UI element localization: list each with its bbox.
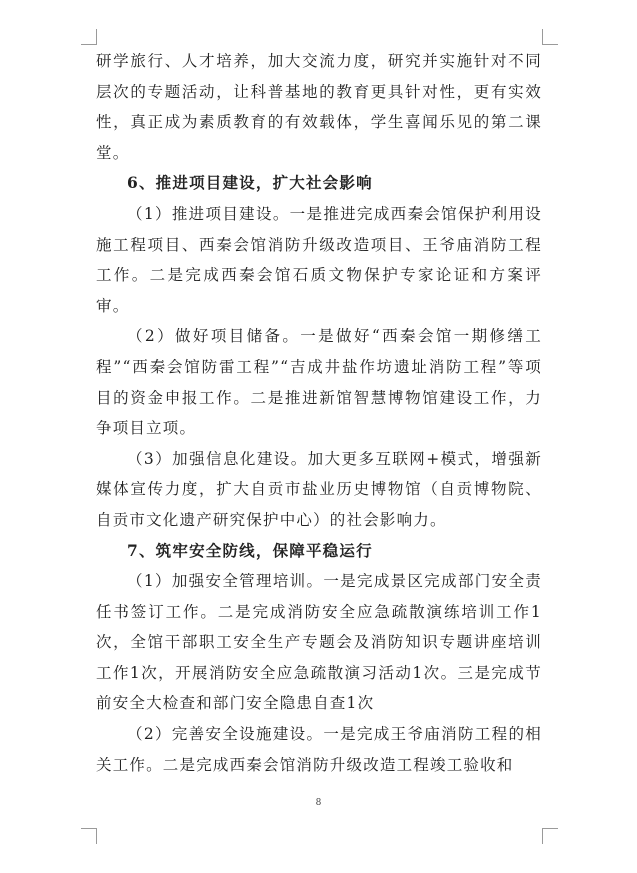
heading-section-7: 7、筑牢安全防线，保障平稳运行 <box>127 540 373 560</box>
document-body <box>96 46 542 780</box>
page-number: 8 <box>315 798 322 808</box>
crop-mark-bottom-left-v <box>96 828 97 844</box>
heading-section-6: 6、推进项目建设，扩大社会影响 <box>127 173 373 193</box>
crop-mark-bottom-left-h <box>81 828 97 829</box>
paragraph-project-construction: （1）推进项目建设。一是推进完成西秦会馆保护利用设施工程项目、西秦会馆消防升级改造项目、王爷庙消防工程工作。二是完成西秦会馆石质文物保护专家论证和方案评审。 <box>96 204 542 315</box>
paragraph-study-tours: 研学旅行、人才培养，加大交流力度，研究并实施针对不同层次的专题活动，让科普基地的教育更具针对性，更有实效性，真正成为素质教育的有效载体，学生喜闻乐见的第二课堂。 <box>96 52 542 162</box>
crop-mark-top-left-h <box>81 44 97 45</box>
paragraph-project-reserve: （2）做好项目储备。一是做好“西秦会馆一期修缮工程”“西秦会馆防雷工程”“吉成井盐作坊遗址消防工程”等项目的资金申报工作。二是推进新馆智慧博物馆建设工作，力争项目立项。 <box>96 327 542 438</box>
crop-mark-bottom-right-h <box>542 828 558 829</box>
crop-mark-top-left-v <box>96 29 97 45</box>
paragraph-safety-training: （1）加强安全管理培训。一是完成景区完成部门安全责任书签订工作。二是完成消防安全应急疏散演练培训工作1次，全馆干部职工安全生产专题会及消防知识专题讲座培训工作1次，开展消防安全应急疏散演习活动1次。三是完成节前安全大检查和部门安全隐患自查1次 <box>96 572 542 713</box>
crop-mark-top-right-v <box>542 29 543 45</box>
crop-mark-top-right-h <box>542 44 558 45</box>
crop-mark-bottom-right-v <box>542 828 543 844</box>
paragraph-informatization: （3）加强信息化建设。加大更多互联网+模式，增强新媒体宣传力度，扩大自贡市盐业历史博物馆（自贡博物院、自贡市文化遗产研究保护中心）的社会影响力。 <box>96 449 542 529</box>
paragraph-safety-facilities: （2）完善安全设施建设。一是完成王爷庙消防工程的相关工作。二是完成西秦会馆消防升级改造工程竣工验收和 <box>96 725 542 774</box>
